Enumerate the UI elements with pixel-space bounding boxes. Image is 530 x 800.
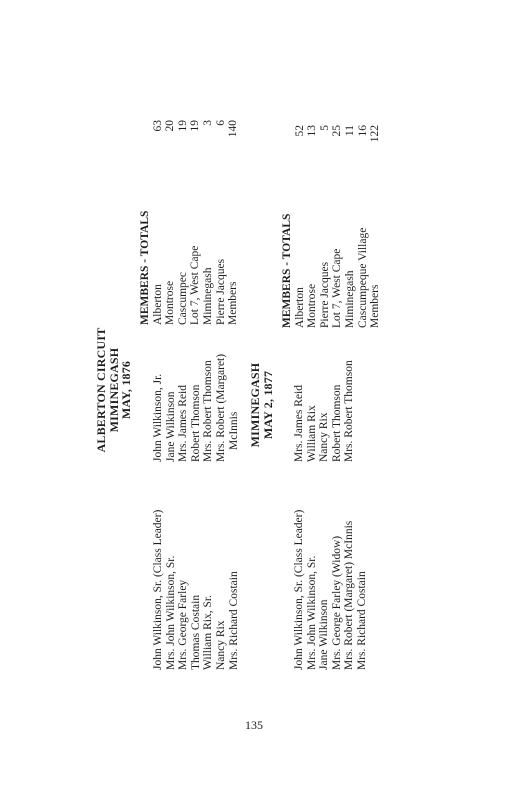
section1-title: ALBERTON CIRCUIT xyxy=(94,327,108,453)
total-value: 19 xyxy=(189,120,202,132)
list-item: Nancy Rix xyxy=(214,620,227,670)
list-item: Mrs. John Wilkinson, Sr. xyxy=(305,555,318,670)
list-item: Mrs. Robert Thomson xyxy=(202,360,215,462)
list-item: Cascumpec xyxy=(176,271,189,325)
list-item: Lot 7, West Cape xyxy=(331,248,344,328)
total-value: 52 xyxy=(293,125,306,137)
list-item: Nancy Rix xyxy=(318,412,331,462)
total-value: 25 xyxy=(331,125,344,137)
list-item: Jane Wilkinson xyxy=(164,391,177,462)
list-item: Lot 7, West Cape xyxy=(189,245,202,325)
list-item: Mrs. Robert (Margaret) xyxy=(214,353,227,462)
list-item: Mrs. George Farley xyxy=(177,579,190,670)
total-value: 140 xyxy=(227,120,240,138)
total-value: 13 xyxy=(306,125,319,137)
section2-names-col1 xyxy=(293,465,369,670)
list-item: Mrs. James Reid xyxy=(177,385,190,462)
total-value: 6 xyxy=(214,120,227,126)
total-value: 3 xyxy=(201,120,214,126)
total-value: 63 xyxy=(151,120,164,132)
list-item: William Rix, Sr. xyxy=(202,595,215,670)
section2-totals xyxy=(281,188,382,328)
list-item: John Wilkinson, Jr. xyxy=(152,373,164,462)
list-item: Mrs. John Wilkinson, Sr. xyxy=(164,555,177,670)
total-value: 11 xyxy=(343,125,356,137)
list-item: Robert Thomson xyxy=(330,384,343,462)
totals-heading: MEMBERS - TOTALS xyxy=(139,210,151,325)
list-item: Members xyxy=(227,281,240,325)
page-number: 135 xyxy=(245,718,263,732)
totals-heading: MEMBERS - TOTALS xyxy=(281,213,293,328)
list-item: Miminegash xyxy=(343,270,356,328)
list-item: Mrs. Richard Costain xyxy=(227,571,240,670)
section1-totals xyxy=(139,195,240,325)
list-item: Montrose xyxy=(164,280,177,325)
list-item: McInnis xyxy=(227,411,240,450)
list-item: Miminegash xyxy=(201,267,214,325)
section2-names-col2 xyxy=(293,322,356,462)
list-item: Thomas Costain xyxy=(189,594,202,670)
total-value: 19 xyxy=(176,120,189,132)
section2-heading xyxy=(249,335,274,475)
total-value: 122 xyxy=(369,125,382,143)
list-item: John Wilkinson, Sr. (Class Leader) xyxy=(152,509,164,670)
list-item: Robert Thomson xyxy=(189,384,202,462)
list-item: Mrs. James Reid xyxy=(293,385,305,462)
section1-names-col1 xyxy=(152,465,240,670)
list-item: Mrs. Robert Thomson xyxy=(343,360,356,462)
section1-totals-values xyxy=(152,120,240,165)
section1-date: MAY, 1876 xyxy=(119,360,134,420)
rotated-content xyxy=(95,110,435,670)
list-item: Cascumpeque Village xyxy=(356,227,369,328)
section2-totals-values xyxy=(294,125,382,170)
total-value: 20 xyxy=(164,120,177,132)
list-item: William Rix xyxy=(305,405,318,462)
list-item: Pierre Jacques xyxy=(214,258,227,325)
section1-names-col2 xyxy=(152,322,240,462)
list-item: Pierre Jacques xyxy=(318,261,331,328)
list-item: Montrose xyxy=(306,283,319,328)
total-value: 5 xyxy=(318,125,331,131)
total-value: 16 xyxy=(356,125,369,137)
list-item: Members xyxy=(369,284,382,328)
section1-place: MIMINEGASH xyxy=(106,347,121,433)
section2-place: MIMINEGASH xyxy=(248,362,262,448)
list-item: Alberton xyxy=(293,287,306,328)
list-item: John Wilkinson, Sr. (Class Leader) xyxy=(293,509,305,670)
list-item: Mrs. George Farley (Widow) xyxy=(330,535,343,670)
list-item: Mrs. Richard Costain xyxy=(355,571,368,670)
section1-heading xyxy=(95,290,133,490)
list-item: Jane Wilkinson xyxy=(318,599,331,670)
section2-date: MAY 2, 1877 xyxy=(260,370,275,440)
list-item: Alberton xyxy=(151,284,164,325)
list-item: Mrs. Robert (Margaret) McInnis xyxy=(343,520,356,670)
